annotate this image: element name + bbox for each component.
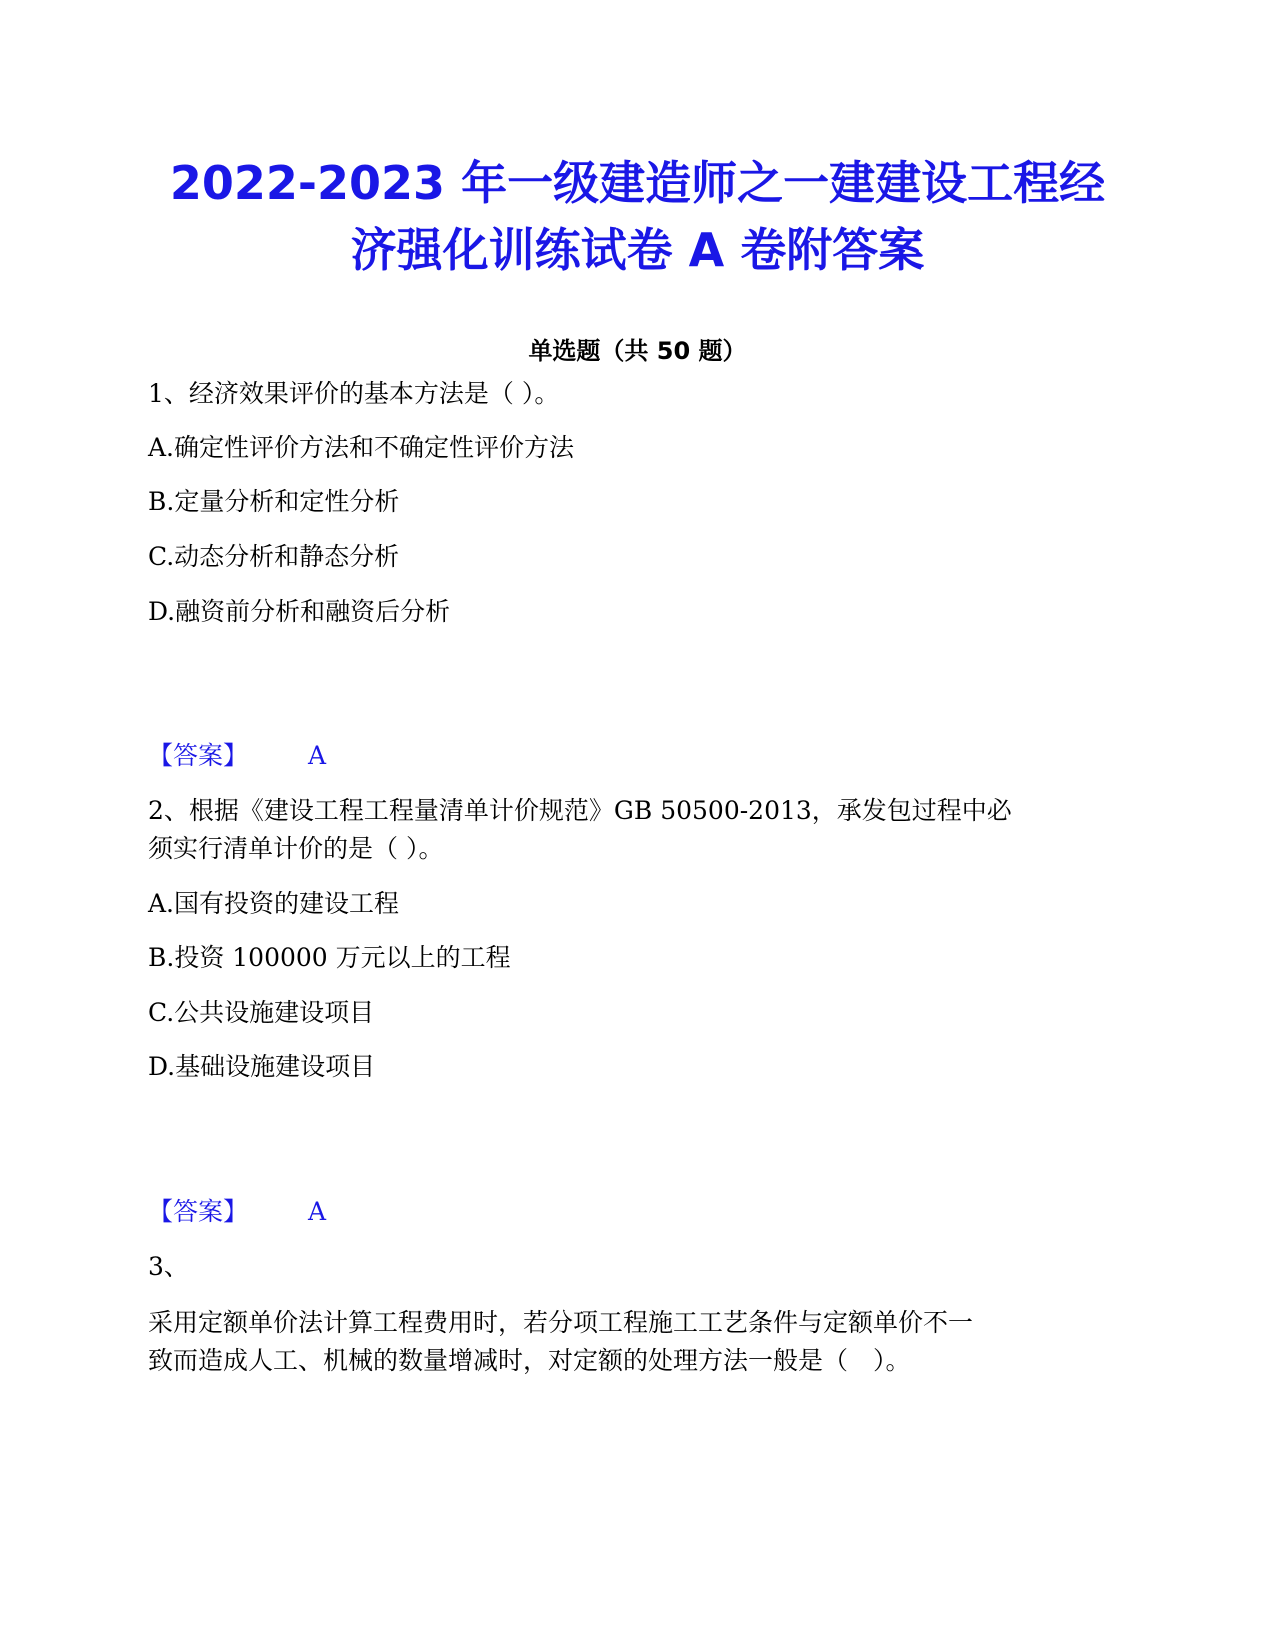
- answer-value: A: [308, 1197, 327, 1226]
- answer-label: 【答案】: [148, 1197, 249, 1226]
- option-b: B.投资 100000 万元以上的工程: [148, 943, 511, 972]
- option-d: D.融资前分析和融资后分析: [148, 597, 451, 626]
- question-stem-line-1: 2、根据《建设工程工程量清单计价规范》GB 50500-2013，承发包过程中必: [148, 796, 1012, 825]
- section-heading: 单选题（共 50 题）: [528, 337, 747, 365]
- answer-line: [148, 1195, 326, 1229]
- question-stem-line-2: 须实行清单计价的是（ ）。: [148, 834, 444, 863]
- option-c: C.动态分析和静态分析: [148, 542, 400, 571]
- answer-value: A: [308, 741, 327, 770]
- title-line-2: 济强化训练试卷 A 卷附答案: [350, 223, 925, 277]
- option-b: B.定量分析和定性分析: [148, 487, 400, 516]
- question-number: 3、: [148, 1252, 189, 1281]
- title-line-1: 2022-2023 年一级建造师之一建建设工程经: [169, 156, 1106, 210]
- option-c: C.公共设施建设项目: [148, 998, 375, 1027]
- option-a: A.国有投资的建设工程: [148, 889, 400, 918]
- answer-line: [148, 739, 326, 773]
- answer-label: 【答案】: [148, 741, 249, 770]
- option-a: A.确定性评价方法和不确定性评价方法: [148, 433, 575, 462]
- question-stem-line-2: 致而造成人工、机械的数量增减时，对定额的处理方法一般是（ ）。: [148, 1346, 911, 1375]
- question-stem: 1、经济效果评价的基本方法是（ ）。: [148, 379, 560, 408]
- option-d: D.基础设施建设项目: [148, 1052, 376, 1081]
- question-stem-line-1: 采用定额单价法计算工程费用时，若分项工程施工工艺条件与定额单价不一: [148, 1308, 974, 1337]
